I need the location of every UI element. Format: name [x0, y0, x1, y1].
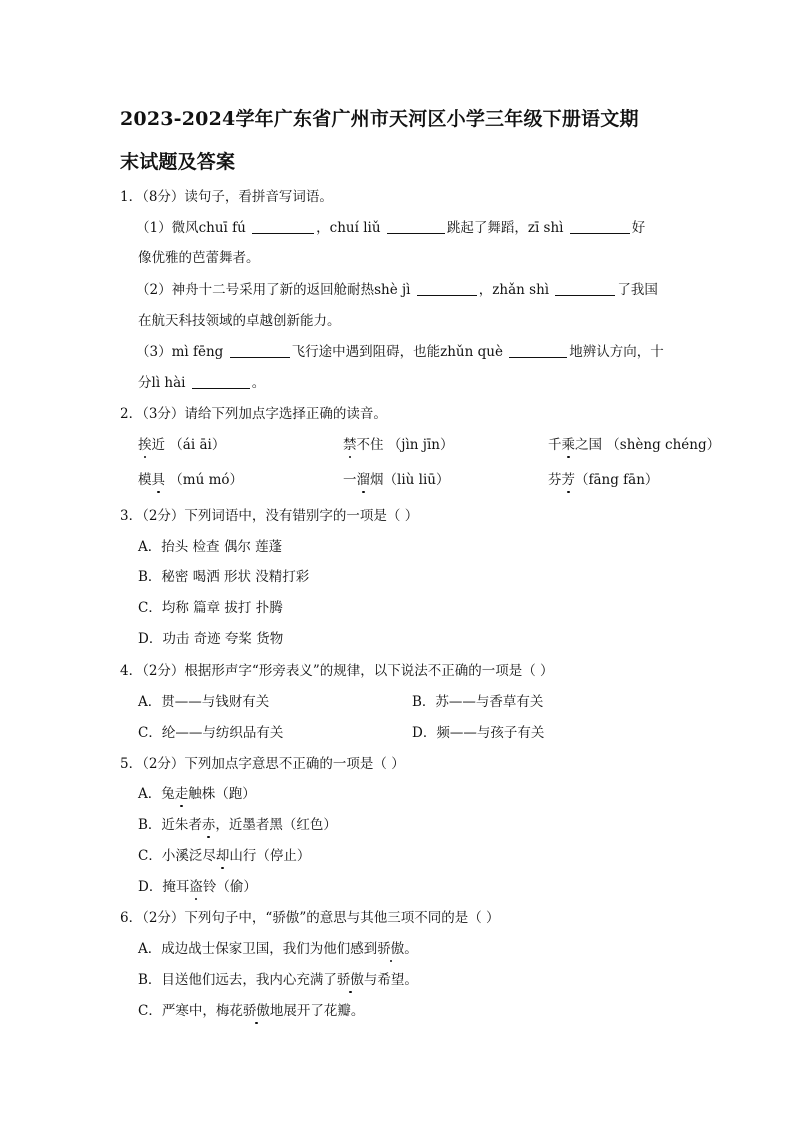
q1-sentence-1 — [136, 218, 645, 238]
q2-item-3-post: 之国 （shèng chéng） — [575, 437, 721, 453]
q1-blank-7[interactable] — [509, 343, 567, 358]
q6-c-pre: C．严寒中，梅花 — [138, 1003, 243, 1019]
q2-item-5-dotted-char: 溜 — [356, 472, 370, 488]
q6-b-pre: B．目送他们远去，我内心充满了 — [138, 972, 337, 988]
q6-option-b[interactable] — [138, 970, 418, 990]
q5-option-c[interactable] — [138, 846, 310, 866]
q2-item-3-pre: 千 — [548, 437, 562, 453]
q2-item-4-dotted-char: 具 — [151, 472, 165, 488]
q1-s1-text-b: ，chuí liǔ — [316, 220, 385, 236]
q1-s2-text-b: ，zhǎn shì — [478, 282, 554, 298]
q2-stem: 2．（3分）请给下列加点字选择正确的读音。 — [120, 406, 387, 422]
q2-item-6-post: （fāng fān） — [575, 472, 659, 488]
q6-a-dotted-word: 骄傲 — [377, 941, 405, 957]
q5-c-pre: C．小溪泛尽 — [138, 848, 216, 864]
q1-sentence-3-continuation — [138, 373, 265, 393]
q2-item-1 — [138, 435, 225, 455]
q5-a-post: 触株（跑） — [188, 786, 256, 802]
q3-option-c[interactable]: C．均称 篇章 拔打 扑腾 — [138, 600, 283, 616]
q5-option-a[interactable] — [138, 784, 256, 804]
document-title-line-1: 2023-2024学年广东省广州市天河区小学三年级下册语文期 — [120, 108, 639, 130]
q4-option-d[interactable]: D．频——与孩子有关 — [412, 725, 545, 741]
q5-b-pre: B．近朱者 — [138, 817, 202, 833]
q1-s3-text-b: 飞行途中遇到阻碍，也能zhǔn què — [291, 344, 508, 360]
q1-blank-4[interactable] — [417, 281, 477, 296]
q5-d-pre: D．掩耳 — [138, 879, 190, 895]
q5-c-dotted-char: 却 — [215, 848, 230, 864]
q6-b-dotted-word: 骄傲 — [336, 972, 364, 988]
q4-option-c[interactable]: C．纶——与纺织品有关 — [138, 725, 284, 741]
q1-s3-text-c: 地辨认方向，十 — [569, 344, 664, 360]
q3-stem: 3．（2分）下列词语中，没有错别字的一项是（ ） — [120, 508, 419, 524]
q2-item-6 — [548, 470, 658, 490]
q5-option-d[interactable] — [138, 877, 257, 897]
q1-blank-2[interactable] — [387, 219, 445, 234]
q6-a-post: 。 — [404, 941, 418, 957]
q1-s1-continuation: 像优雅的芭蕾舞者。 — [138, 250, 260, 266]
q3-option-b[interactable]: B．秘密 喝洒 形状 没精打彩 — [138, 569, 310, 585]
q1-blank-6[interactable] — [230, 343, 290, 358]
q2-item-4-post: （mú mó） — [165, 472, 244, 488]
q1-s3-text-d: 分lì hài — [138, 375, 190, 391]
q4-option-a[interactable]: A．贯——与钱财有关 — [138, 694, 270, 710]
q6-b-post: 与希望。 — [363, 972, 418, 988]
q2-item-4 — [138, 470, 243, 490]
q6-c-post: 地展开了花瓣。 — [269, 1003, 365, 1019]
q5-stem: 5．（2分）下列加点字意思不正确的一项是（ ） — [120, 756, 405, 772]
q1-s2-text-a: （2）神舟十二号采用了新的返回舱耐热shè jì — [136, 282, 415, 298]
q4-stem: 4．（2分）根据形声字“形旁表义”的规律，以下说法不正确的一项是（ ） — [120, 663, 554, 679]
q6-c-dotted-word: 骄傲 — [242, 1003, 270, 1019]
q2-item-2-dotted-char: 禁 — [343, 437, 357, 453]
q2-item-2 — [343, 435, 453, 455]
q1-s3-text-a: （3）mì fēng — [136, 344, 228, 360]
q1-blank-5[interactable] — [555, 281, 615, 296]
q5-b-dotted-char: 赤 — [201, 817, 216, 833]
q3-option-a[interactable]: A．抬头 检查 偶尔 莲蓬 — [138, 539, 283, 555]
q5-b-post: ，近墨者黑（红色） — [215, 817, 337, 833]
q1-s1-text-d: 好 — [631, 220, 646, 236]
q5-a-pre: A．兔 — [138, 786, 175, 802]
q2-item-1-post: 近 （ái āi） — [151, 437, 226, 453]
q5-c-post: 山行（停止） — [229, 848, 311, 864]
q6-option-a[interactable] — [138, 939, 418, 959]
q1-s3-text-e: 。 — [251, 375, 266, 391]
q1-sentence-3 — [136, 342, 664, 362]
q1-blank-1[interactable] — [252, 219, 314, 234]
q5-d-post: 铃（偷） — [202, 879, 257, 895]
q2-item-3 — [548, 435, 720, 455]
q6-a-pre: A．成边战士保家卫国，我们为他们感到 — [138, 941, 378, 957]
q1-s2-text-c: 了我国 — [617, 282, 658, 298]
q1-blank-8[interactable] — [192, 374, 250, 389]
q1-s1-text-a: （1）微风chuī fú — [136, 220, 251, 236]
q6-option-c[interactable] — [138, 1001, 364, 1021]
q2-item-4-pre: 模 — [138, 472, 152, 488]
q5-option-b[interactable] — [138, 815, 337, 835]
q3-option-d[interactable]: D．功击 奇迹 夸桨 货物 — [138, 631, 284, 647]
document-title-line-2: 末试题及答案 — [120, 151, 236, 173]
q1-s2-continuation: 在航天科技领域的卓越创新能力。 — [138, 313, 341, 329]
q2-item-2-post: 不住 （jìn jīn） — [356, 437, 454, 453]
q2-item-5-post: 烟（liù liū） — [370, 472, 450, 488]
q1-s1-text-c: 跳起了舞蹈，zī shì — [446, 220, 568, 236]
q5-d-dotted-char: 盗 — [189, 879, 203, 895]
q2-item-5 — [343, 470, 449, 490]
q2-item-3-dotted-char: 乘 — [561, 437, 575, 453]
q1-stem: 1．（8分）读句子，看拼音写词语。 — [120, 189, 333, 205]
q5-a-dotted-char: 走 — [174, 786, 189, 802]
q2-item-1-dotted-char: 挨 — [138, 437, 152, 453]
q4-option-b[interactable]: B．苏——与香草有关 — [412, 694, 544, 710]
q1-blank-3[interactable] — [570, 219, 630, 234]
q2-item-6-pre: 芬 — [548, 472, 562, 488]
q6-stem: 6．（2分）下列句子中，“骄傲”的意思与其他三项不同的是（ ） — [120, 910, 500, 926]
q1-sentence-2 — [136, 280, 658, 300]
q2-item-5-pre: 一 — [343, 472, 357, 488]
q2-item-6-dotted-char: 芳 — [561, 472, 575, 488]
